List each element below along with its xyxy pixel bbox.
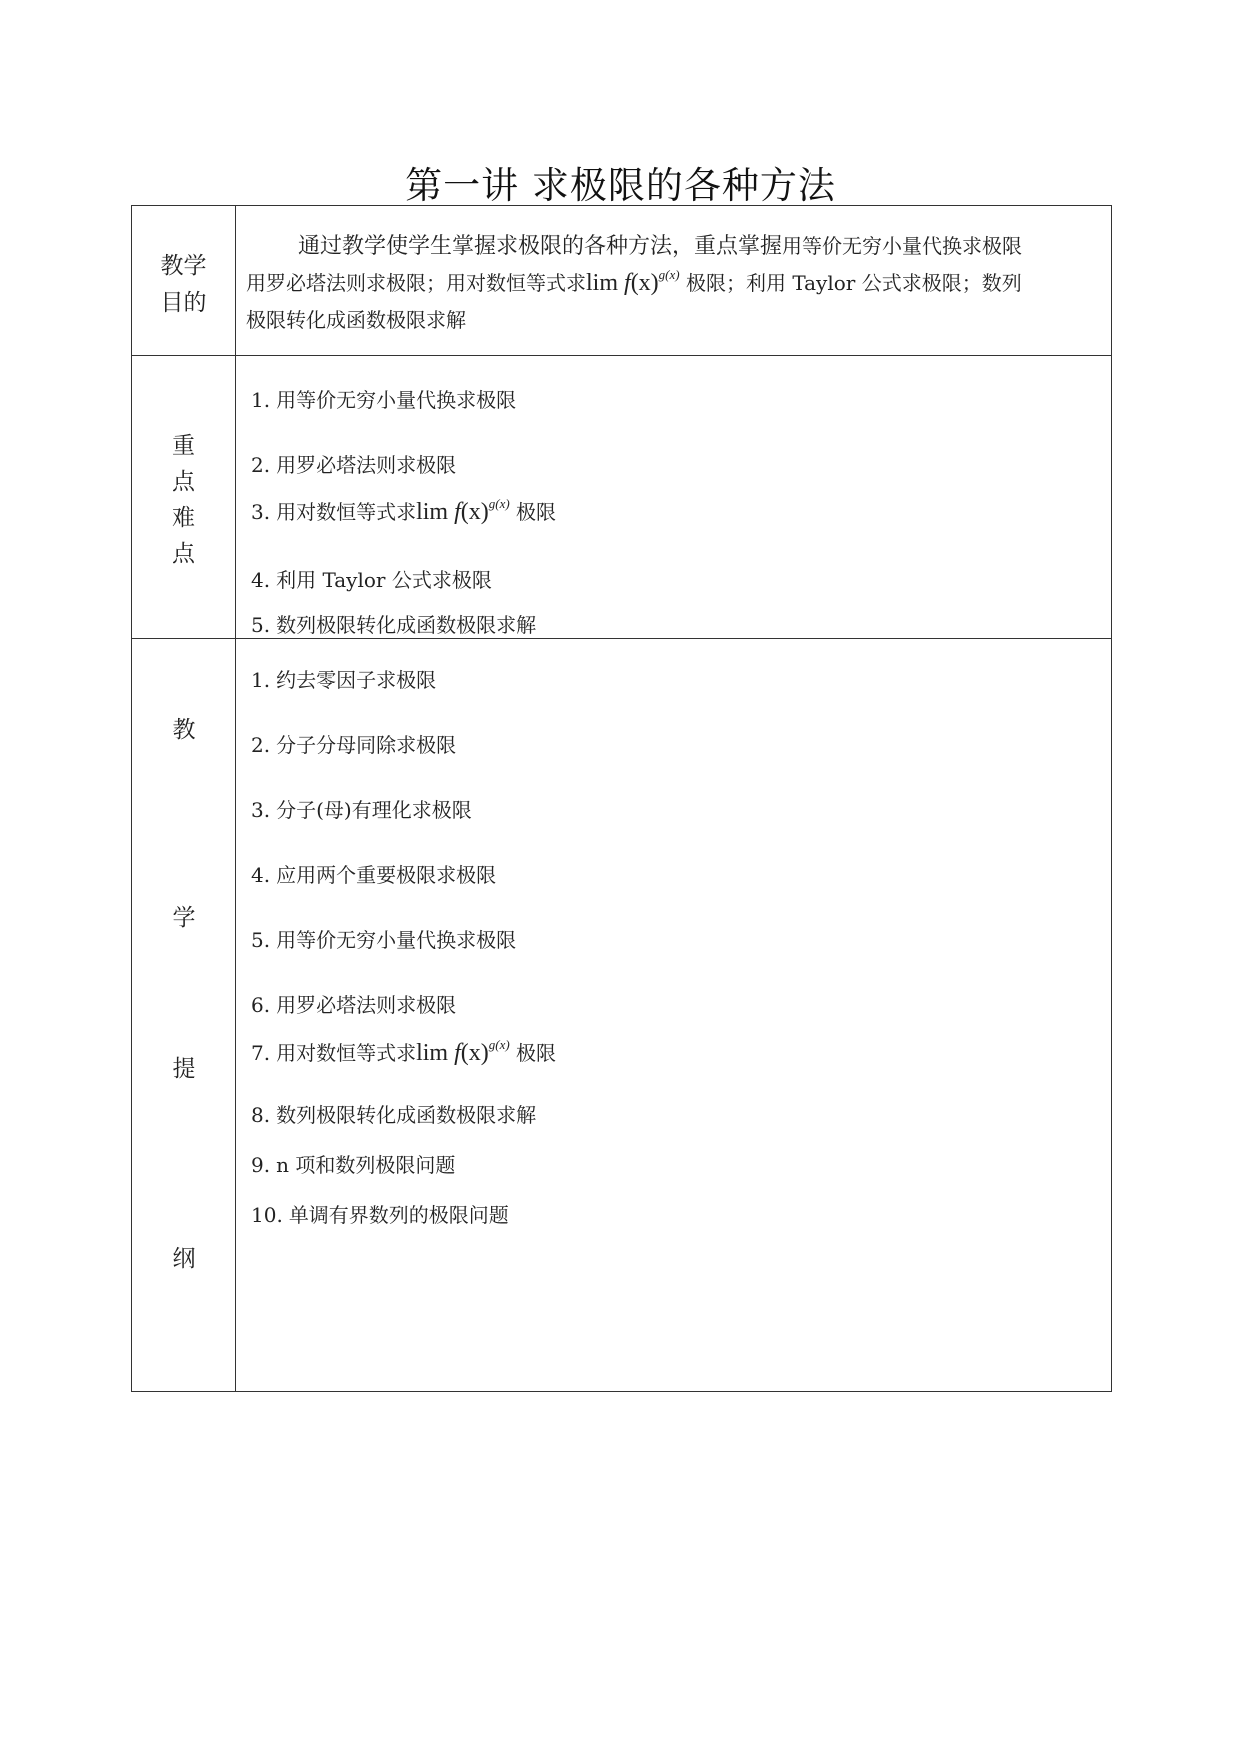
goal-lead: 通过教学使学生掌握求极限的各种方法，重点掌握: [298, 234, 783, 259]
outline-item-number: 1.: [251, 668, 271, 692]
outline-item-number: 3.: [251, 798, 271, 822]
formula-f: f: [454, 1040, 461, 1066]
key-point-item-number: 3.: [251, 500, 271, 524]
key-points-label-char: 点: [172, 541, 195, 567]
key-point-item-text: 用罗必塔法则求极限: [276, 453, 457, 477]
outline-item-number: 10.: [251, 1203, 283, 1227]
outline-item-text: 用等价无穷小量代换求极限: [276, 928, 517, 952]
outline-item: [251, 859, 496, 888]
key-point-item-text: 用对数恒等式求: [276, 500, 417, 524]
key-point-item-text: 数列极限转化成函数极限求解: [276, 613, 537, 637]
outline-item: [251, 989, 456, 1018]
key-point-item: [251, 609, 536, 638]
outline-item-number: 6.: [251, 993, 271, 1017]
key-points-label-char: 重: [172, 433, 195, 459]
teaching-goal-text: [236, 206, 1112, 356]
outline-item: [251, 1037, 556, 1067]
formula-arg: (x): [460, 499, 489, 525]
outline-label-char: 提: [172, 1056, 196, 1082]
formula-f: f: [454, 499, 461, 525]
goal-part2: 用罗必塔法则求极限；用对数恒等式求: [246, 271, 586, 295]
goal-part4: 极限转化成函数极限求解: [246, 308, 466, 332]
outline-item-number: 4.: [251, 863, 271, 887]
outline-item: [251, 924, 516, 953]
outline-item: [251, 1149, 455, 1178]
outline-item-number: 5.: [251, 928, 271, 952]
outline-item-text: 约去零因子求极限: [276, 668, 437, 692]
key-point-item-number: 1.: [251, 388, 271, 412]
key-point-item-text: 用等价无穷小量代换求极限: [276, 388, 517, 412]
key-points-label-char: 点: [172, 469, 195, 495]
formula-lim: lim: [416, 1040, 449, 1066]
outline-label-char: 纲: [172, 1246, 196, 1272]
outline-item: [251, 1199, 509, 1228]
teaching-outline-label: [132, 639, 236, 1392]
outline-item-number: 2.: [251, 733, 271, 757]
teaching-goal-label-line2: 目的: [160, 290, 207, 316]
key-point-item-number: 5.: [251, 613, 271, 637]
outline-item: [251, 729, 456, 758]
key-point-item: [251, 449, 456, 478]
outline-item-text: 应用两个重要极限求极限: [276, 863, 497, 887]
teaching-outline-row: [132, 639, 1112, 1392]
teaching-goal-label-line1: 教学: [160, 253, 207, 279]
key-points-row: [132, 356, 1112, 639]
key-point-item-number: 2.: [251, 453, 271, 477]
formula-arg: (x): [630, 270, 659, 296]
key-point-item: [251, 384, 516, 413]
teaching-goal-label: [132, 206, 236, 356]
teaching-goal-row: [132, 206, 1112, 356]
formula-lim: lim: [416, 499, 449, 525]
formula-exponent: g(x): [488, 496, 510, 511]
teaching-outline-list: [236, 639, 1112, 1392]
goal-part1: 用等价无穷小量代换求极限: [782, 234, 1023, 258]
key-points-label-char: 难: [172, 505, 195, 531]
goal-formula: [586, 267, 680, 296]
outline-item-text: 数列极限转化成函数极限求解: [276, 1103, 537, 1127]
formula-exponent: g(x): [658, 267, 680, 282]
lesson-table: [131, 205, 1112, 1392]
outline-item-suffix: 极限: [509, 1041, 557, 1065]
formula-lim: lim: [586, 270, 619, 296]
outline-item: [251, 664, 436, 693]
key-point-item: [251, 564, 492, 593]
outline-item-text: 分子(母)有理化求极限: [276, 798, 472, 822]
key-point-item-suffix: 极限: [509, 500, 557, 524]
formula-exponent: g(x): [488, 1037, 510, 1052]
outline-item-number: 8.: [251, 1103, 271, 1127]
outline-item: [251, 1099, 536, 1128]
outline-item-text: 单调有界数列的极限问题: [288, 1203, 509, 1227]
page-title: 第一讲 求极限的各种方法: [405, 164, 836, 207]
formula: [416, 496, 510, 525]
key-point-item: [251, 496, 556, 526]
key-points-list: [236, 356, 1112, 639]
formula-arg: (x): [460, 1040, 489, 1066]
goal-part3: 极限；利用 Taylor 公式求极限；数列: [685, 271, 1022, 295]
outline-item-text: n 项和数列极限问题: [276, 1153, 456, 1177]
key-point-item-text: 利用 Taylor 公式求极限: [276, 568, 492, 592]
outline-label-char: 学: [172, 905, 196, 931]
outline-item-text: 用罗必塔法则求极限: [276, 993, 457, 1017]
outline-item-number: 7.: [251, 1041, 271, 1065]
outline-item-text: 分子分母同除求极限: [276, 733, 457, 757]
key-point-item-number: 4.: [251, 568, 271, 592]
formula-f: f: [624, 270, 631, 296]
outline-item-text: 用对数恒等式求: [276, 1041, 417, 1065]
key-points-label: [132, 356, 236, 639]
formula: [416, 1037, 510, 1066]
outline-item: [251, 794, 472, 823]
outline-item-number: 9.: [251, 1153, 271, 1177]
outline-label-char: 教: [172, 717, 196, 743]
